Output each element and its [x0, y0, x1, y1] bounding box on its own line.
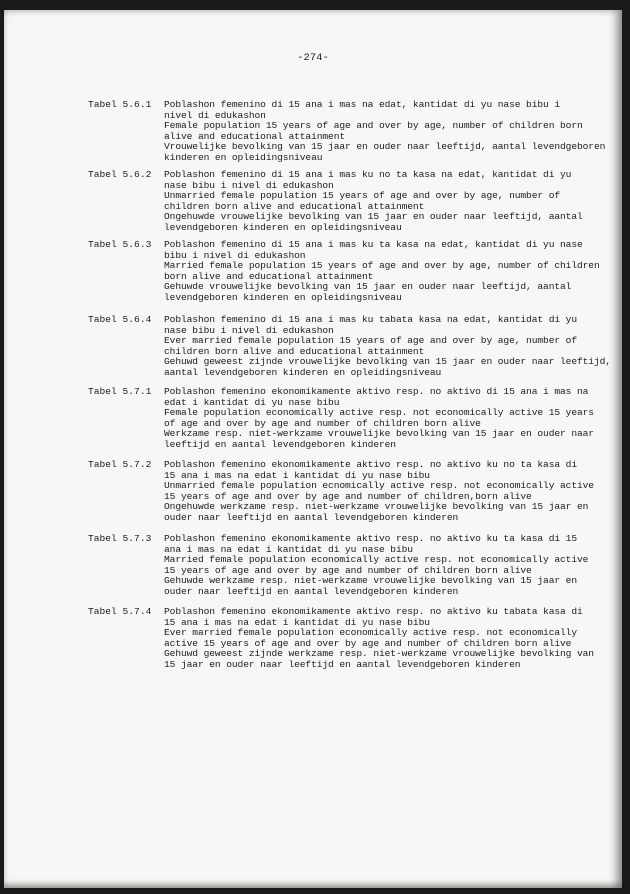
table-number-label: Tabel 5.6.1 [88, 99, 152, 110]
description-line: Gehuwd geweest zijnde vrouwelijke bevolking van 15 jaar en ouder naar leeftijd, [164, 356, 611, 368]
description-line: levendgeboren kinderen en opleidingsniveau [164, 221, 402, 233]
table-entry [88, 100, 618, 164]
description-line: Gehuwde vrouwelijke bevolking van 15 jaar en ouder naar leeftijd, aantal [164, 281, 572, 293]
table-number-label: Tabel 5.6.2 [88, 169, 152, 180]
table-number-label: Tabel 5.7.4 [88, 606, 152, 617]
table-number-label: Tabel 5.6.3 [88, 239, 152, 250]
table-description [164, 534, 618, 598]
description-line: nivel di edukashon [164, 109, 266, 121]
description-line: Poblashon femenino ekonomikamente aktivo resp. no aktivo ku no ta kasa di [164, 459, 577, 470]
description-line: Ever married female population economically active resp. not economically [164, 627, 577, 639]
description-line: Poblashon femenino di 15 ana i mas na edat, kantidat di yu nase bibu i [164, 99, 561, 110]
description-line: Vrouwelijke bevolking van 15 jaar en ouder naar leeftijd, aantal levendgeboren [164, 141, 606, 153]
table-description [164, 100, 618, 164]
description-line: Female population 15 years of age and over by age, number of children born [164, 120, 583, 132]
description-line: Poblashon femenino ekonomikamente aktivo resp. no aktivo ku ta kasa di 15 [164, 533, 577, 544]
description-line: bibu i nivel di edukashon [164, 249, 306, 261]
table-entry [88, 387, 618, 451]
description-line: active 15 years of age and over by age and number of children born alive [164, 637, 572, 649]
description-line: Werkzame resp. niet-werkzame vrouwelijke bevolking van 15 jaar en ouder naar [164, 428, 594, 440]
table-number-label: Tabel 5.7.1 [88, 386, 152, 397]
table-description [164, 315, 618, 379]
description-line: leeftijd en aantal levendgeboren kinderen [164, 438, 396, 450]
table-description [164, 607, 618, 671]
table-description [164, 170, 618, 234]
description-line: nase bibu i nivel di edukashon [164, 179, 334, 191]
description-line: Poblashon femenino di 15 ana i mas ku tabata kasa na edat, kantidat di yu [164, 314, 577, 325]
table-number-label: Tabel 5.7.3 [88, 533, 152, 544]
description-line: ana i mas na edat i kantidat di yu nase bibu [164, 543, 413, 555]
table-entry [88, 460, 618, 524]
description-line: Ever married female population 15 years of age and over by age, number of [164, 335, 577, 347]
description-line: Ongehuwde werkzame resp. niet-werkzame vrouwelijke bevolking van 15 jaar en [164, 501, 589, 513]
table-entry [88, 607, 618, 671]
description-line: Unmarried female population 15 years of age and over by age, number of [164, 190, 561, 202]
description-line: children born alive and educational attainment [164, 345, 425, 357]
table-number-label: Tabel 5.6.4 [88, 314, 152, 325]
table-entry [88, 315, 618, 379]
description-line: edat i kantidat di yu nase bibu [164, 396, 340, 408]
description-line: 15 ana i mas na edat i kantidat di yu nase bibu [164, 616, 430, 628]
description-line: of age and over by age and number of children born alive [164, 417, 481, 429]
table-description [164, 460, 618, 524]
description-line: Ongehuwde vrouwelijke bevolking van 15 jaar en ouder naar leeftijd, aantal [164, 211, 583, 223]
description-line: Poblashon femenino ekonomikamente aktivo resp. no aktivo di 15 ana i mas na [164, 386, 589, 397]
table-description [164, 387, 618, 451]
description-line: Married female population 15 years of age and over by age, number of children [164, 260, 600, 272]
page-number: -274- [297, 52, 329, 64]
document-page [4, 10, 622, 888]
description-line: alive and educational attainment [164, 130, 346, 142]
description-line: nase bibu i nivel di edukashon [164, 324, 334, 336]
description-line: ouder naar leeftijd en aantal levendgeboren kinderen [164, 585, 459, 597]
description-line: Poblashon femenino di 15 ana i mas ku ta kasa na edat, kantidat di yu nase [164, 239, 583, 250]
table-entry [88, 534, 618, 598]
description-line: born alive and educational attainment [164, 270, 374, 282]
description-line: ouder naar leeftijd en aantal levendgeboren kinderen [164, 511, 459, 523]
description-line: Poblashon femenino ekonomikamente aktivo resp. no aktivo ku tabata kasa di [164, 606, 583, 617]
description-line: 15 ana i mas na edat i kantidat di yu nase bibu [164, 469, 430, 481]
description-line: 15 jaar en ouder naar leeftijd en aantal levendgeboren kinderen [164, 658, 521, 670]
description-line: Married female population economically active resp. not economically active [164, 554, 589, 566]
description-line: Poblashon femenino di 15 ana i mas ku no ta kasa na edat, kantidat di yu [164, 169, 572, 180]
description-line: levendgeboren kinderen en opleidingsniveau [164, 291, 402, 303]
description-line: Gehuwd geweest zijnde werkzame resp. niet-werkzame vrouwelijke bevolking van [164, 648, 594, 660]
description-line: kinderen en opleidingsniveau [164, 151, 323, 163]
table-number-label: Tabel 5.7.2 [88, 459, 152, 470]
description-line: 15 years of age and over by age and number of children,born alive [164, 490, 532, 502]
description-line: aantal levendgeboren kinderen en opleidingsniveau [164, 366, 442, 378]
table-entry [88, 240, 618, 304]
description-line: children born alive and educational attainment [164, 200, 425, 212]
description-line: 15 years of age and over by age and number of children born alive [164, 564, 532, 576]
table-entry [88, 170, 618, 234]
description-line: Gehuwde werkzame resp. niet-werkzame vrouwelijke bevolking van 15 jaar en [164, 575, 577, 587]
table-description [164, 240, 618, 304]
description-line: Unmarried female population ecnomically active resp. not economically active [164, 480, 594, 492]
description-line: Female population economically active resp. not economically active 15 years [164, 407, 594, 419]
